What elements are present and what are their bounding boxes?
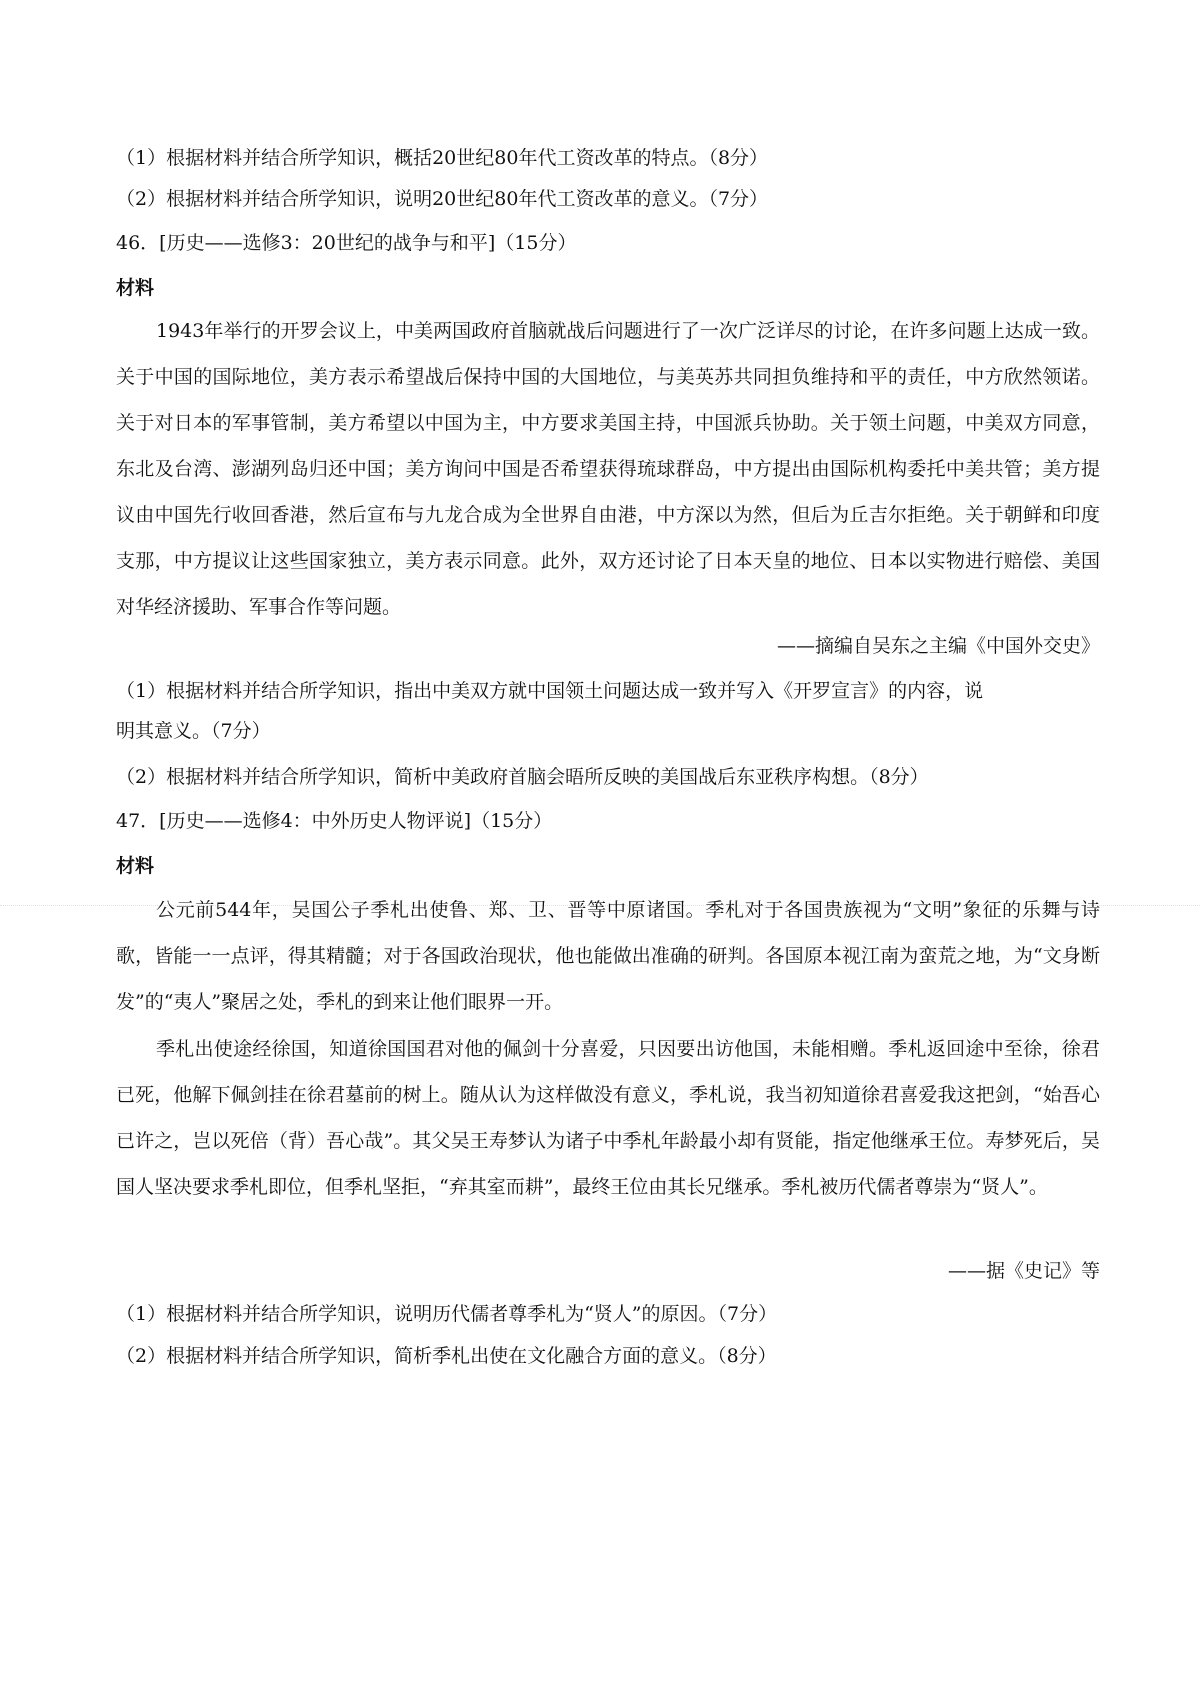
question-46-1-line2: 明其意义。（7分） — [116, 720, 271, 742]
source-citation-47: ——据《史记》等 — [947, 1260, 1100, 1282]
question-46-1-line1: （1）根据材料并结合所学知识，指出中美双方就中国领土问题达成一致并写入《开罗宣言》的内容，说 — [116, 680, 984, 702]
material-paragraph-47-1: 公元前544年，吴国公子季札出使鲁、郑、卫、晋等中原诸国。季札对于各国贵族视为“文明”象征的乐舞与诗歌，皆能一一点评，得其精髓；对于各国政治现状，他也能做出准确的研判。各国原本视江南为蛮荒之地，为“文身断发”的“夷人”聚居之处，季札的到来让他们眼界一开。 — [116, 899, 1100, 1013]
question-47-2: （2）根据材料并结合所学知识，简析季札出使在文化融合方面的意义。（8分） — [116, 1345, 777, 1367]
question-46-2: （2）根据材料并结合所学知识，简析中美政府首脑会晤所反映的美国战后东亚秩序构想。（8分） — [116, 766, 929, 788]
question-45-2: （2）根据材料并结合所学知识，说明20世纪80年代工资改革的意义。（7分） — [116, 188, 769, 210]
material-label-46: 材料 — [116, 277, 155, 299]
material-paragraph-46: 1943年举行的开罗会议上，中美两国政府首脑就战后问题进行了一次广泛详尽的讨论，在许多问题上达成一致。关于中国的国际地位，美方表示希望战后保持中国的大国地位，与美英苏共同担负维持和平的责任，中方欣然领诺。关于对日本的军事管制，美方希望以中国为主，中方要求美国主持，中国派兵协助。关于领土问题，中美双方同意，东北及台湾、澎湖列岛归还中国；美方询问中国是否希望获得琉球群岛，中方提出由国际机构委托中美共管；美方提议由中国先行收回香港，然后宣布与九龙合成为全世界自由港，中方深以为然，但后为丘吉尔拒绝。关于朝鲜和印度支那，中方提议让这些国家独立，美方表示同意。此外，双方还讨论了日本天皇的地位、日本以实物进行赔偿、美国对华经济援助、军事合作等问题。 — [116, 320, 1100, 618]
source-citation-46: ——摘编自吴东之主编《中国外交史》 — [776, 635, 1100, 657]
material-label-47: 材料 — [116, 855, 155, 877]
question-46-heading: 46．[历史——选修3：20世纪的战争与和平]（15分） — [116, 232, 577, 254]
material-paragraph-47-2: 季札出使途经徐国，知道徐国国君对他的佩剑十分喜爱，只因要出访他国，未能相赠。季札返回途中至徐，徐君已死，他解下佩剑挂在徐君墓前的树上。随从认为这样做没有意义，季札说，我当初知道徐君喜爱我这把剑，“始吾心已许之，岂以死倍（背）吾心哉”。其父吴王寿梦认为诸子中季札年龄最小却有贤能，指定他继承王位。寿梦死后，吴国人坚决要求季札即位，但季札坚拒，“弃其室而耕”，最终王位由其长兄继承。季札被历代儒者尊崇为“贤人”。 — [116, 1038, 1100, 1198]
question-45-1: （1）根据材料并结合所学知识，概括20世纪80年代工资改革的特点。（8分） — [116, 147, 769, 169]
question-47-heading: 47．[历史——选修4：中外历史人物评说]（15分） — [116, 810, 553, 832]
question-47-1: （1）根据材料并结合所学知识，说明历代儒者尊季札为“贤人”的原因。（7分） — [116, 1303, 778, 1325]
